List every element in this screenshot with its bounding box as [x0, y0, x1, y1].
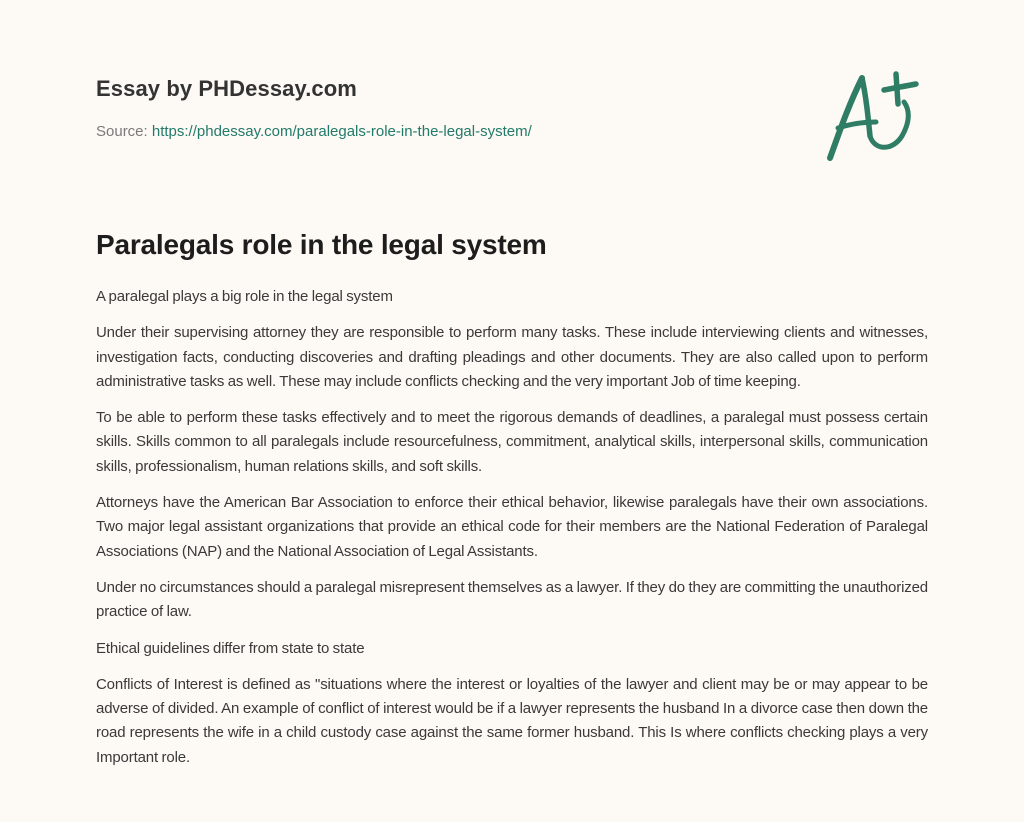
essay-paragraph: Under no circumstances should a paralegal misrepresent themselves as a lawyer. If they do they are committing the unauthorized practice of law. [96, 578, 928, 621]
a-plus-grade-icon [818, 66, 928, 166]
essay-title: Paralegals role in the legal system [96, 229, 547, 260]
essay-content [96, 226, 928, 782]
essay-paragraph: Under their supervising attorney they are responsible to perform many tasks. These include interviewing clients and witnesses, investigation facts, conducting discoveries and drafting pleadings and other documents. They are also called upon to perform administrative tasks as well. These may include conflicts checking and the very important Job of time keeping. [96, 324, 928, 390]
essay-paragraph: A paralegal plays a big role in the legal system [96, 288, 393, 305]
source-label: Source: [96, 123, 148, 140]
essay-paragraph: Conflicts of Interest is defined as "situations where the interest or loyalties of the lawyer and client may be or may appear to be adverse of divided. An example of conflict of interest would be if a lawyer represents the husband In a divorce case then down the road represents the wife in a child custody case against the same former husband. This Is where conflicts checking plays a very Important role. [96, 675, 928, 766]
source-link[interactable]: https://phdessay.com/paralegals-role-in-the-legal-system/ [151, 123, 532, 140]
essay-body [96, 285, 928, 770]
essay-paragraph: Attorneys have the American Bar Association to enforce their ethical behavior, likewise paralegals have their own associations. Two major legal assistant organizations that provide an ethical code for their members are the National Federation of Paralegal Associations (NAP) and the National Association of Legal Assistants. [96, 494, 928, 560]
brand-title: Essay by PHDessay.com [96, 76, 357, 101]
page-header [96, 74, 796, 142]
source-line [96, 122, 796, 142]
essay-paragraph: To be able to perform these tasks effectively and to meet the rigorous demands of deadlines, a paralegal must possess certain skills. Skills common to all paralegals include resourcefulness, commitment, analytical skills, interpersonal skills, communication skills, professionalism, human relations skills, and soft skills. [96, 409, 928, 475]
essay-paragraph: Ethical guidelines differ from state to state [96, 639, 365, 657]
